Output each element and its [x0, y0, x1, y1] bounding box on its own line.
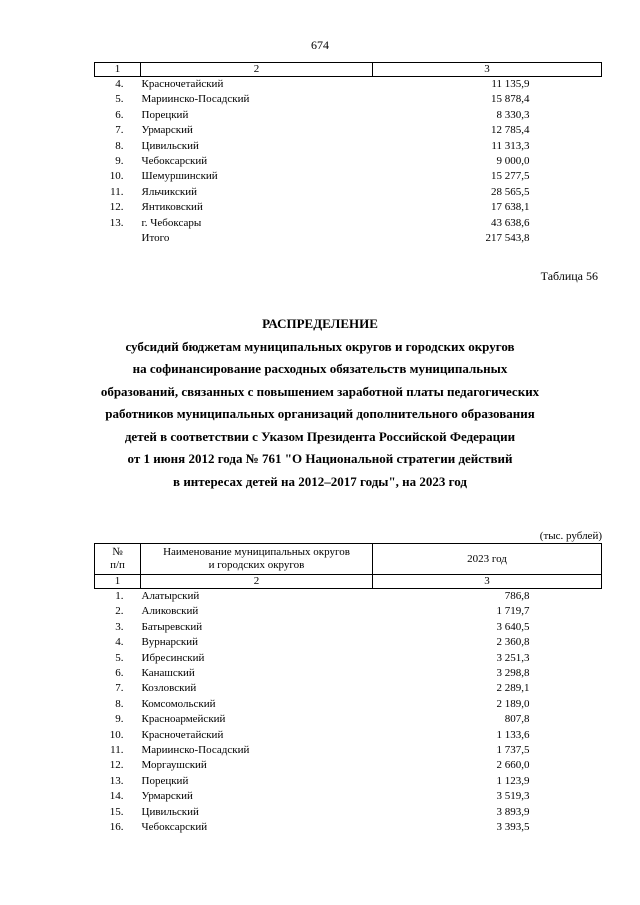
- table-row: [95, 123, 602, 138]
- column-index: 1: [95, 63, 141, 77]
- table-row: [95, 774, 602, 789]
- row-name: Аликовский: [141, 605, 199, 618]
- row-value: 1 737,5: [496, 744, 530, 757]
- row-value: 12 785,4: [491, 124, 530, 137]
- header-number-line1: №: [112, 546, 123, 558]
- row-value: 11 313,3: [491, 139, 530, 152]
- row-value: 15 277,5: [491, 170, 530, 183]
- row-value: 2 189,0: [496, 697, 530, 710]
- row-value: 43 638,6: [491, 216, 530, 229]
- table-row: [95, 92, 602, 107]
- table-row: [95, 681, 602, 696]
- table-row: [95, 820, 602, 835]
- row-value: 3 893,9: [496, 805, 530, 818]
- table-row: [95, 712, 602, 727]
- row-name: Моргаушский: [141, 759, 207, 772]
- header-number: [95, 544, 141, 575]
- table-row: [95, 154, 602, 169]
- row-number: 8.: [115, 697, 124, 710]
- row-number: 11.: [110, 185, 124, 198]
- table-row: [95, 77, 602, 93]
- row-number: 5.: [115, 93, 124, 106]
- table-row: [95, 216, 602, 231]
- row-name: Алатырский: [141, 590, 200, 602]
- row-value: 786,8: [504, 590, 530, 602]
- row-value: 2 660,0: [496, 759, 530, 772]
- title-line: от 1 июня 2012 года № 761 "О Национальной стратегии действий: [127, 451, 513, 466]
- row-name: г. Чебоксары: [141, 216, 202, 229]
- title-heading: РАСПРЕДЕЛЕНИЕ: [262, 316, 378, 331]
- row-name: Канашский: [141, 667, 195, 680]
- column-index: 3: [373, 575, 602, 589]
- row-name: Итого: [141, 232, 170, 245]
- row-number: 14.: [109, 790, 124, 803]
- row-value: 1 123,9: [496, 774, 530, 787]
- table-caption: Таблица 56: [540, 269, 598, 283]
- row-value: 1 133,6: [496, 728, 530, 741]
- row-number: 5.: [115, 651, 124, 664]
- row-value: 807,8: [504, 713, 530, 726]
- row-number: 9.: [115, 155, 124, 168]
- row-name: Шемуршинский: [141, 170, 218, 183]
- row-value: 3 298,8: [496, 667, 530, 680]
- row-number: 2.: [115, 605, 124, 618]
- header-value: 2023 год: [373, 544, 602, 575]
- table-row: [95, 200, 602, 215]
- row-name: Урмарский: [141, 124, 193, 137]
- row-name: Комсомольский: [141, 697, 216, 710]
- row-name: Чебоксарский: [141, 155, 208, 168]
- row-name: Красночетайский: [141, 728, 224, 741]
- row-value: 8 330,3: [496, 108, 530, 121]
- row-name: Мариинско-Посадский: [141, 93, 250, 106]
- row-number: [95, 231, 141, 246]
- row-number: 4.: [115, 78, 124, 90]
- row-name: Яльчикский: [141, 185, 197, 198]
- row-name: Красноармейский: [141, 713, 226, 726]
- table-header-row: [95, 544, 602, 575]
- table-body: [95, 589, 602, 836]
- header-name: [141, 544, 373, 575]
- row-value: 3 393,5: [496, 821, 530, 834]
- row-number: 10.: [109, 728, 124, 741]
- row-name: Цивильский: [141, 139, 199, 152]
- page-number: 674: [311, 38, 329, 52]
- row-name: Янтиковский: [141, 201, 203, 214]
- row-value: 15 878,4: [491, 93, 530, 106]
- row-name: Порецкий: [141, 774, 189, 787]
- table-row: [95, 697, 602, 712]
- table-row: [95, 139, 602, 154]
- table-row: [95, 185, 602, 200]
- table-row: [95, 666, 602, 681]
- row-name: Вурнарский: [141, 636, 198, 649]
- table-column-index-row: [95, 575, 602, 589]
- row-name: Батыревский: [141, 620, 203, 633]
- row-number: 13.: [109, 216, 124, 229]
- title-line: в интересах детей на 2012–2017 годы", на 2023 год: [173, 473, 467, 489]
- row-name: Чебоксарский: [141, 821, 208, 834]
- row-number: 11.: [110, 744, 124, 757]
- column-index: 1: [95, 575, 141, 589]
- row-name: Урмарский: [141, 790, 193, 803]
- row-number: 9.: [115, 713, 124, 726]
- column-index: 3: [373, 63, 602, 77]
- row-number: 1.: [115, 590, 124, 602]
- table-row: [95, 805, 602, 820]
- row-value: 17 638,1: [491, 201, 530, 214]
- row-name: Цивильский: [141, 805, 199, 818]
- row-number: 10.: [109, 170, 124, 183]
- row-value: 3 519,3: [496, 790, 530, 803]
- row-number: 4.: [115, 636, 124, 649]
- table-row: [95, 651, 602, 666]
- row-value: 11 135,9: [491, 78, 530, 90]
- row-name: Ибресинский: [141, 651, 205, 664]
- table-row: [95, 589, 602, 605]
- row-number: 7.: [115, 682, 124, 695]
- row-value: 2 360,8: [496, 636, 530, 649]
- column-index: 2: [141, 575, 373, 589]
- row-name: Порецкий: [141, 108, 189, 121]
- table-row: [95, 604, 602, 619]
- table-continuation: [94, 62, 602, 246]
- row-value: 9 000,0: [496, 155, 530, 168]
- header-name-line1: Наименование муниципальных округов: [163, 546, 350, 558]
- title-line: на софинансирование расходных обязательств муниципальных: [132, 361, 508, 376]
- table-row: [95, 758, 602, 773]
- row-number: 8.: [115, 139, 124, 152]
- row-value: 1 719,7: [496, 605, 530, 618]
- title-line: детей в соответствии с Указом Президента Российской Федерации: [124, 428, 516, 444]
- row-number: 6.: [115, 667, 124, 680]
- table-row: [95, 789, 602, 804]
- row-number: 7.: [115, 124, 124, 137]
- row-value: 217 543,8: [485, 232, 530, 245]
- table-column-index-row: [95, 63, 602, 77]
- row-number: 3.: [115, 620, 124, 633]
- distribution-table: [94, 543, 602, 836]
- header-number-line2: п/п: [110, 559, 125, 571]
- row-name: Мариинско-Посадский: [141, 744, 250, 757]
- table-row: [95, 620, 602, 635]
- title-line: работников муниципальных организаций дополнительного образования: [105, 406, 535, 421]
- table-row: [95, 231, 602, 246]
- row-value: 2 289,1: [496, 682, 530, 695]
- row-number: 12.: [109, 759, 124, 772]
- table-row: [95, 169, 602, 184]
- header-name-line2: и городских округов: [208, 559, 305, 571]
- row-name: Красночетайский: [141, 78, 224, 90]
- column-index: 2: [141, 63, 373, 77]
- table-row: [95, 728, 602, 743]
- table-row: [95, 743, 602, 758]
- table-row: [95, 635, 602, 650]
- title-line: образований, связанных с повышением заработной платы педагогических: [100, 383, 540, 399]
- row-value: 28 565,5: [491, 185, 530, 198]
- table-row: [95, 108, 602, 123]
- row-value: 3 640,5: [496, 620, 530, 633]
- row-number: 15.: [109, 805, 124, 818]
- document-title: [0, 313, 640, 493]
- table-body: [95, 77, 602, 247]
- row-number: 13.: [109, 774, 124, 787]
- row-value: 3 251,3: [496, 651, 530, 664]
- row-number: 16.: [109, 821, 124, 834]
- row-number: 12.: [109, 201, 124, 214]
- row-number: 6.: [115, 108, 124, 121]
- row-name: Козловский: [141, 682, 197, 695]
- units-label: (тыс. рублей): [539, 530, 602, 542]
- title-line: субсидий бюджетам муниципальных округов и городских округов: [125, 338, 515, 354]
